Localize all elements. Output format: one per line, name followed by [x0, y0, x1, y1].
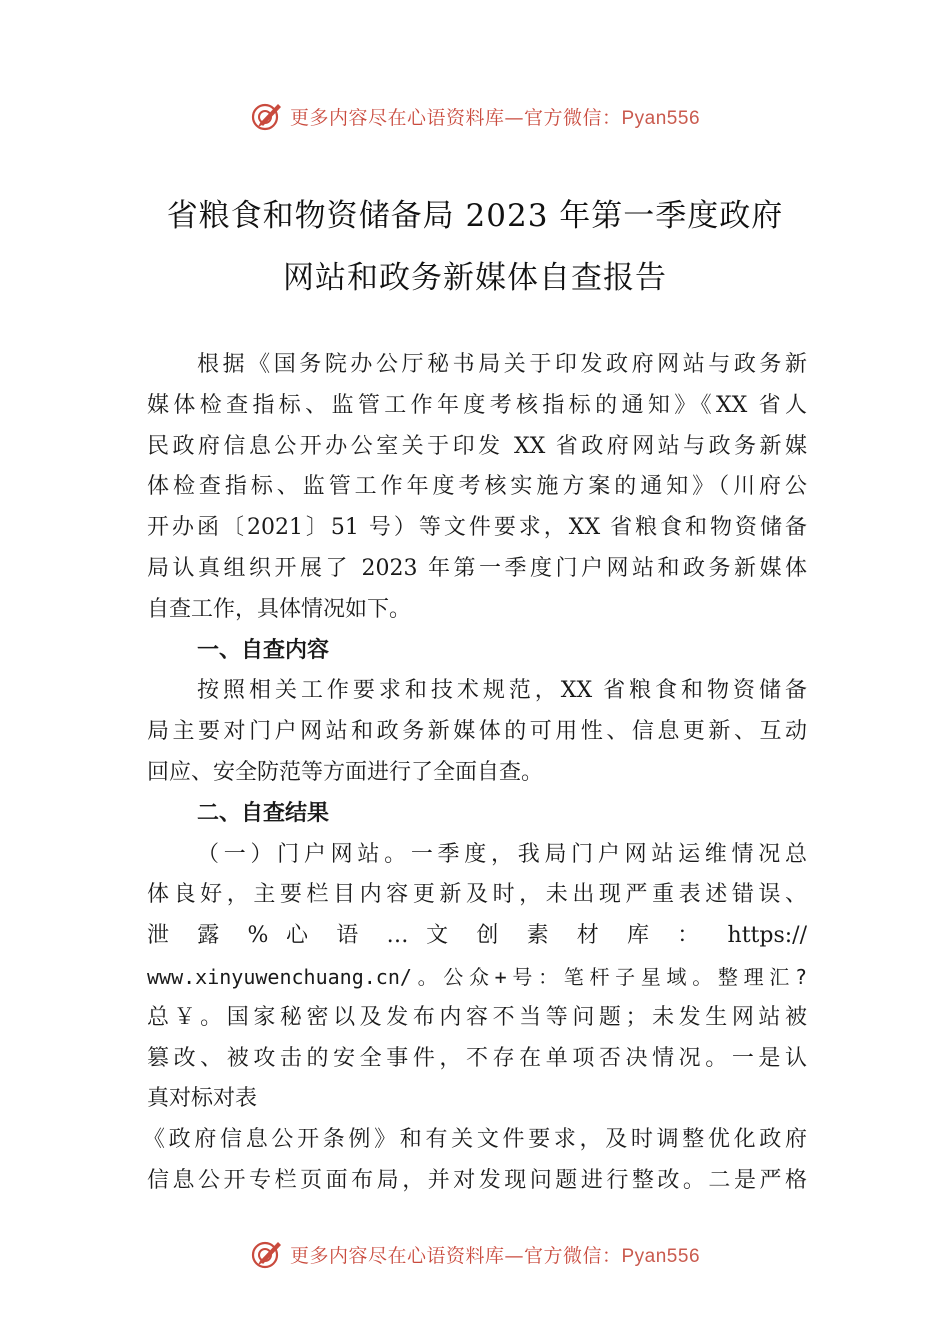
paragraph-line: 自查工作，具体情况如下。	[147, 596, 412, 622]
paragraph-line: 体检查指标、监管工作年度考核实施方案的通知》（川府公	[147, 474, 807, 500]
watermark-footer	[0, 1234, 950, 1274]
watermark-handle: Pyan556	[621, 1245, 701, 1267]
paragraph-line: 《政府信息公开条例》和有关文件要求，及时调整优化政府	[143, 1127, 807, 1153]
paragraph-line: 开办函〔2021〕51 号）等文件要求，XX 省粮食和物资储备	[147, 515, 807, 541]
watermark-handle: Pyan556	[621, 107, 701, 129]
document-title-line-2: 网站和政务新媒体自查报告	[283, 260, 667, 296]
paragraph-line: 局认真组织开展了 2023 年第一季度门户网站和政务新媒体	[147, 555, 807, 581]
paragraph-line: 局主要对门户网站和政务新媒体的可用性、信息更新、互动	[147, 719, 807, 745]
section-heading-1: 一、自查内容	[197, 637, 330, 663]
paragraph-line: 体良好，主要栏目内容更新及时，未出现严重表述错误、	[147, 882, 807, 908]
section-heading-2: 二、自查结果	[197, 800, 330, 826]
pen-seal-logo-icon	[250, 1237, 284, 1271]
watermark-text: 更多内容尽在心语资料库—官方微信：Pyan556	[289, 1244, 701, 1267]
paragraph-line: 按照相关工作要求和技术规范，XX 省粮食和物资储备	[197, 678, 807, 704]
paragraph-line: 泄 露 % 心 语 … 文 创 素 材 库 ： https://	[147, 923, 807, 949]
paragraph-line: 民政府信息公开办公室关于印发 XX 省政府网站与政务新媒	[147, 433, 807, 459]
paragraph-line: 根据《国务院办公厅秘书局关于印发政府网站与政务新	[197, 352, 807, 377]
paragraph-line: 信息公开专栏页面布局，并对发现问题进行整改。二是严格	[147, 1167, 807, 1193]
watermark-header	[0, 96, 950, 136]
watermark-text: 更多内容尽在心语资料库—官方微信：Pyan556	[289, 106, 701, 129]
paragraph-line: www.xinyuwenchuang.cn/。公众+号：笔杆子星域。整理汇?	[147, 964, 807, 989]
pen-seal-logo-icon	[250, 99, 284, 133]
paragraph-line: 回应、安全防范等方面进行了全面自查。	[147, 759, 544, 785]
paragraph-line: 真对标对表	[147, 1086, 258, 1112]
document-title-line-1: 省粮食和物资储备局 2023 年第一季度政府	[166, 198, 784, 234]
paragraph-line: （一）门户网站。一季度，我局门户网站运维情况总	[197, 841, 807, 867]
paragraph-line: 媒体检查指标、监管工作年度考核指标的通知》《XX 省人	[147, 392, 807, 418]
paragraph-line: 总￥。国家秘密以及发布内容不当等问题；未发生网站被	[147, 1004, 807, 1030]
paragraph-line: 篡改、被攻击的安全事件，不存在单项否决情况。一是认	[147, 1045, 807, 1071]
document-body	[143, 345, 807, 1202]
